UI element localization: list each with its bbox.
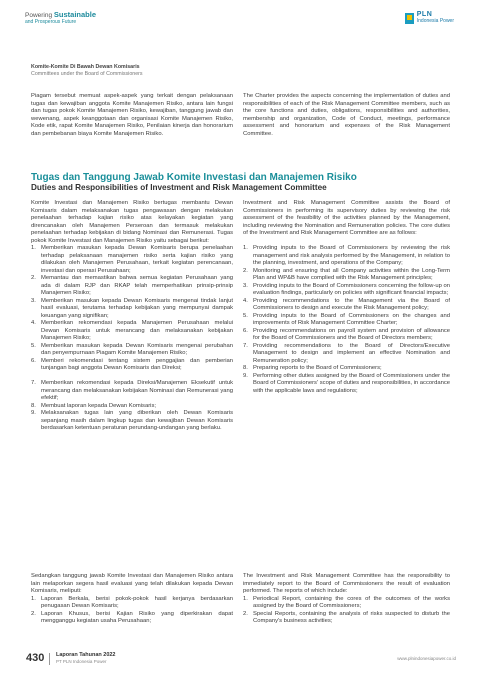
charter-paragraph-id: Piagam tersebut memuat aspek-aspek yang terkait dengan pelaksanaan tugas dan kewajiban anggota Komite Manajemen Risiko, antara lain fungsi dan tugas pokok Komite Manajemen Risiko, kewajiban, tanggung jawab dan wewenang, aspek keanggotaan dan organisasi Komite Manajemen Risiko, Kode etik, rapat Komite Manajemen Risiko, Penilaian kinerja dan honorarium dan pembebanan biaya Komite Manajemen Risiko. xyxy=(31,93,233,137)
page-number: 430 xyxy=(26,652,45,664)
list-item: 7. Providing recommendations to the Board of Directors/Executive Management to design and implement an effective Nomination and Remuneration policy; xyxy=(243,342,450,364)
list-item: 5. Memberikan masukan kepada Dewan Komisaris mengenai perubahan dan penyempurnaan Piagam Komite Manajemen Risiko; xyxy=(31,342,233,356)
section-title-en: Duties and Responsibilities of Investment and Risk Management Committee xyxy=(31,183,327,192)
list-item: 8. Preparing reports to the Board of Commissioners; xyxy=(243,365,382,371)
list-item: 9. Performing other duties assigned by the Board of Commissioners under the Board of Commissioners' scope of duties and responsibilities, in accordance with the applicable laws and regulations; xyxy=(243,372,450,394)
reports-list-id xyxy=(31,596,233,626)
duties-id-column xyxy=(31,200,233,433)
page-footer xyxy=(26,652,456,666)
footer-company: PT PLN Indonesia Power xyxy=(56,659,107,664)
list-item: 4. Providing recommendations to the Management via the Board of Commissioners to design and execute the Risk Management policy; xyxy=(243,297,450,311)
list-item: 2. Laporan Khusus, berisi Kajian Risiko yang diperkirakan dapat mengganggu kegiatan usaha Perusahaan; xyxy=(31,610,233,624)
tagline-sub: and Prosperous Future xyxy=(25,19,77,25)
reports-list-en xyxy=(243,596,450,626)
list-item: 4. Memberikan rekomendasi kepada Manajemen Perusahaan melalui Dewan Komisaris untuk merancang dan melaksanakan kebijakan Manajemen Risiko; xyxy=(31,320,233,341)
list-item: 2. Memantau dan memastikan bahwa semua kegiatan Perusahaan yang ada di dalam RJP dan RKAP telah memperhatikan prinsip-prinsip Manajemen Risiko; xyxy=(31,275,233,296)
list-item: 2. Monitoring and ensuring that all Company activities within the Long-Term Plan and WP&B have complied with the Risk Management principles; xyxy=(243,267,450,281)
pln-logo-icon xyxy=(405,13,414,24)
duties-list-id xyxy=(31,245,233,433)
list-item: 1. Memberikan masukan kepada Dewan Komisaris berupa penelaahan terhadap pelaksanaan manajemen risiko serta kajian risiko yang dilakukan oleh Manajemen Perusahaan, terkait kegiatan perencanaan, investasi dan operasi Perusahaan; xyxy=(31,245,233,274)
list-item: 5. Providing inputs to the Board of Commissioners on the changes and improvements of Risk Management Committee Charter; xyxy=(243,312,450,326)
reports-en-column xyxy=(243,573,450,626)
list-item: 6. Memberi rekomendasi tentang sistem penggajian dan pemberian tunjangan bagi anggota Dewan Komisaris dan Direksi; xyxy=(31,357,233,371)
brand-name: PLN xyxy=(416,11,433,18)
reports-id-column xyxy=(31,573,233,626)
list-item: 3. Providing inputs to the Board of Commissioners concerning the follow-up on evaluation findings, particularly on policies with significant financial impacts; xyxy=(243,282,450,296)
breadcrumb-en: Committees under the Board of Commissioners xyxy=(31,70,143,77)
duties-list-en xyxy=(243,245,450,395)
tagline-sustainable: Sustainable xyxy=(53,10,97,19)
list-item: 1. Laporan Berkala, berisi pokok-pokok hasil kerjanya berdasarkan penugasan Dewan Komisaris; xyxy=(31,595,233,609)
list-item: 6. Providing recommendations on payroll system and provision of allowance for the Board of Commissioners and the Board of Directors members; xyxy=(243,327,450,341)
pln-brand xyxy=(405,11,454,25)
duties-intro-id: Komite Investasi dan Manajemen Risiko bertugas membantu Dewan Komisaris dalam melaksanakan tugas pengawasan dengan melakukan penelaahan terhadap kajian risiko atas kelayakan kegiatan yang direncanakan oleh Manajemen Perseroan dan termasuk melakukan penelaahan terhadap kebijakan di bidang Nominasi dan Remunerasi. Tugas pokok Komite Investasi dan Manajemen Risiko yaitu sebagai berikut: xyxy=(31,200,233,244)
list-item: 1. Providing inputs to the Board of Commissioners by reviewing the risk management and risk analysis performed by the Management, in relation to the planning, investment, and operations of the Company; xyxy=(243,245,450,266)
list-item: 9. Melaksanakan tugas lain yang diberikan oleh Dewan Komisaris sepanjang masih dalam lingkup tugas dan kewajiban Dewan Komisaris berdasarkan ketentuan peraturan perundang-undangan yang berlaku. xyxy=(31,410,233,431)
list-item: 3. Memberikan masukan kepada Dewan Komisaris mengenai tindak lanjut hasil evaluasi, terutama terhadap kebijakan yang mempunyai dampak keuangan yang signifikan; xyxy=(31,297,233,319)
section-title-id: Tugas dan Tanggung Jawab Komite Investasi dan Manajemen Risiko xyxy=(31,172,357,183)
reports-intro-en: The Investment and Risk Management Committee has the responsibility to immediately report to the Board of Commissioners the result of evaluation performed. The reports of which include: xyxy=(243,573,450,594)
breadcrumb xyxy=(31,64,143,77)
footer-divider xyxy=(49,653,50,665)
duties-intro-en: Investment and Risk Management Committee assists the Board of Commissioners in performing its supervisory duties by reviewing the risk assessment of the feasibility of the activities planned by the Management, including reviewing the Nomination and Remuneration policies. The core duties of the Investment and Risk Management Committee are as follows: xyxy=(243,200,450,236)
charter-paragraph-en: The Charter provides the aspects concerning the implementation of duties and responsibilities of each of the Risk Management Committee members, such as the core functions and duties, obligations, responsibilities and authorities, membership and organization, Code of Conduct, meetings, performance assessment and honorarium and expenses of the Risk Management Committee. xyxy=(243,93,450,137)
duties-en-column xyxy=(243,200,450,395)
header-tagline xyxy=(25,11,96,26)
tagline-powering: Powering xyxy=(25,12,53,19)
brand-sub: Indonesia Power xyxy=(416,18,454,24)
list-item: 2. Special Reports, containing the analysis of risks suspected to disturb the Company's business activities; xyxy=(243,610,450,624)
section-title xyxy=(31,172,451,193)
list-item: 8. Membuat laporan kepada Dewan Komisaris; xyxy=(31,402,156,409)
breadcrumb-id: Komite-Komite Di Bawah Dewan Komisaris xyxy=(31,64,140,70)
footer-url: www.plnindonesiapower.co.id xyxy=(397,656,456,661)
list-item: 7. Memberikan rekomendasi kepada Direksi/Manajemen Eksekutif untuk merancang dan melaksanakan kebijakan Nominasi dan Remunerasi yang efektif; xyxy=(31,380,233,401)
footer-report-title: Laporan Tahunan 2022 xyxy=(56,652,116,658)
reports-intro-id: Sedangkan tanggung jawab Komite Investasi dan Manajemen Risiko antara lain melaporkan segera hasil evaluasi yang telah dilakukan kepada Dewan Komisaris, meliputi: xyxy=(31,573,233,594)
list-item: 1. Periodical Report, containing the cores of the outcomes of the works assigned by the Board of Commissioners; xyxy=(243,595,450,609)
